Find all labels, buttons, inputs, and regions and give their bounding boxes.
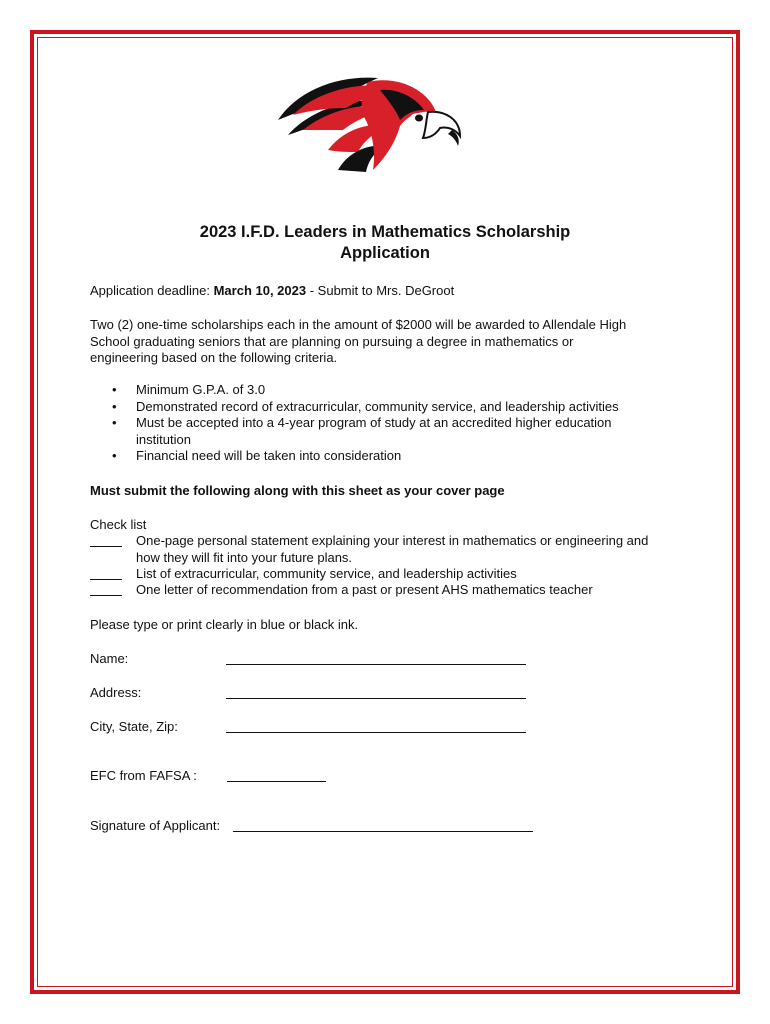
signature-label: Signature of Applicant: <box>90 818 221 833</box>
checklist-blank[interactable] <box>90 546 122 547</box>
checklist-item-text: One letter of recommendation from a past or present AHS mathematics teacher <box>136 582 593 597</box>
hawk-head-icon <box>268 60 468 180</box>
name-field[interactable] <box>226 664 526 665</box>
intro-line-1: Two (2) one-time scholarships each in the amount of $2000 will be awarded to Allendale High <box>90 317 627 332</box>
efc-field[interactable] <box>227 781 326 782</box>
intro-paragraph <box>90 317 626 367</box>
checklist-blank[interactable] <box>90 595 122 596</box>
intro-line-3: engineering based on the following criteria. <box>90 350 338 365</box>
title-line-2: Application <box>340 244 430 262</box>
signature-field[interactable] <box>233 831 533 832</box>
criteria-list <box>110 382 670 465</box>
checklist-heading: Check list <box>90 517 147 532</box>
criteria-item: • Demonstrated record of extracurricular, community service, and leadership activities <box>110 399 670 416</box>
page-title <box>90 222 680 264</box>
criteria-item: • Minimum G.P.A. of 3.0 <box>110 382 670 399</box>
deadline-prefix: Application deadline: <box>90 283 214 298</box>
city-state-zip-field[interactable] <box>226 732 526 733</box>
efc-label: EFC from FAFSA : <box>90 768 197 783</box>
intro-line-2: School graduating seniors that are planning on pursuing a degree in mathematics or <box>90 333 574 349</box>
instruction-text: Please type or print clearly in blue or black ink. <box>90 617 359 632</box>
checklist-item-text: List of extracurricular, community service, and leadership activities <box>136 566 517 581</box>
title-line-1: 2023 I.F.D. Leaders in Mathematics Scholarship <box>199 223 571 241</box>
deadline-date: March 10, 2023 <box>213 283 307 298</box>
checklist-blank[interactable] <box>90 579 122 580</box>
submit-heading: Must submit the following along with this sheet as your cover page <box>90 483 505 498</box>
address-label: Address: <box>90 685 142 700</box>
name-label: Name: <box>90 651 129 666</box>
city-state-zip-label: City, State, Zip: <box>90 719 178 734</box>
deadline-suffix: - Submit to Mrs. DeGroot <box>306 283 455 298</box>
checklist-item-text: One-page personal statement explaining your interest in mathematics or engineering and how they will fit into your future plans. <box>136 533 649 565</box>
criteria-item: • Must be accepted into a 4-year program of study at an accredited higher education institution <box>110 415 646 448</box>
address-field[interactable] <box>226 698 526 699</box>
criteria-item: • Financial need will be taken into consideration <box>110 448 670 465</box>
deadline-text <box>90 283 454 300</box>
